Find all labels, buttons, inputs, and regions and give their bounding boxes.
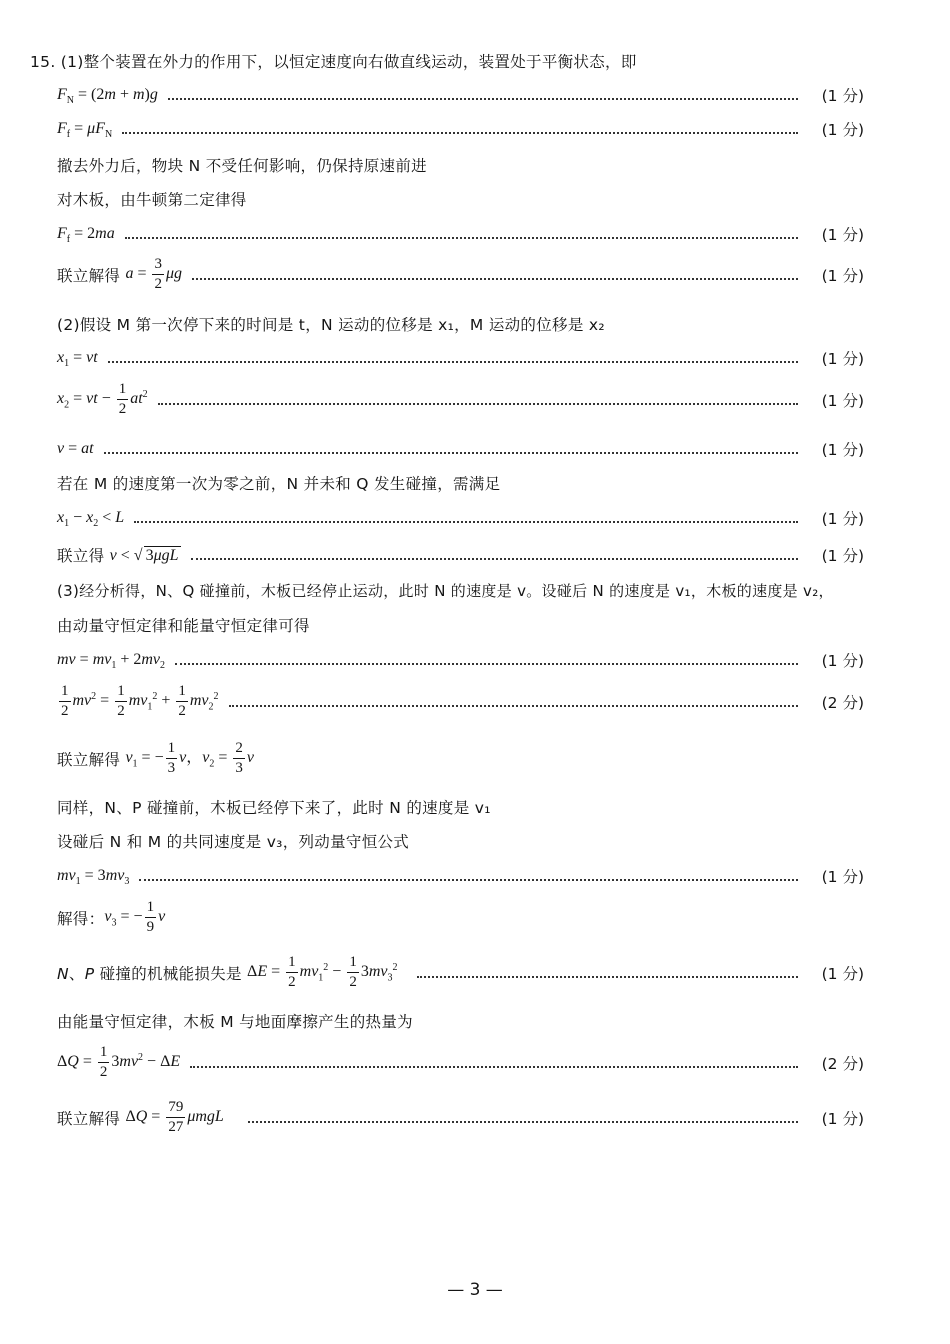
text-remove-force: 撤去外力后，物块 N 不受任何影响，仍保持原速前进 <box>57 157 427 175</box>
text-board-newton: 对木板，由牛顿第二定律得 <box>57 191 247 209</box>
eq-x2: $x_2$ = vt − $\frac{1}{2}$ $at^2$ (1 分) <box>57 381 864 417</box>
eq-normal-force: $F_N = (2m + m)g$ (1 分) <box>57 86 864 107</box>
eq-energy-loss: N、P 碰撞的机械能损失是 ΔE = $\frac{1}{2}$ $mv_1^2$ − $\frac{1}{2}$ $3mv_3^2$ (1 分) <box>57 954 864 990</box>
q15-part3-intro: (3)经分析得，N、Q 碰撞前，木板已经停止运动，此时 N 的速度是 v。设碰后 N 的速度是 v₁，木板的速度是 v₂， <box>57 582 834 600</box>
text-condition: 若在 M 的速度第一次为零之前，N 并未和 Q 发生碰撞，需满足 <box>57 475 501 493</box>
q15-part2-intro: (2)假设 M 第一次停下来的时间是 t，N 运动的位移是 x₁，M 运动的位移是 x₂ <box>57 316 605 334</box>
eq-x1: $x_1$ = vt (1 分) <box>57 349 864 370</box>
eq-momentum: mv = $mv_1 + 2mv_2$ (1 分) <box>57 651 864 672</box>
q15-part1-intro: 15. (1)整个装置在外力的作用下，以恒定速度向右做直线运动，装置处于平衡状态，即 <box>30 53 637 71</box>
text-common-velocity: 设碰后 N 和 M 的共同速度是 v₃，列动量守恒公式 <box>57 833 410 851</box>
eq-ff-2ma: $F_f = 2ma$ (1 分) <box>57 225 864 246</box>
eq-solve-v1-v2: 联立解得 $v_1$ = − $\frac{1}{3}$ v，$v_2$ = $\frac{2}{3}$ v <box>57 740 254 776</box>
text-conservation: 由动量守恒定律和能量守恒定律可得 <box>57 617 310 635</box>
eq-friction-force: $F_f = \mu F_N$ (1 分) <box>57 120 864 141</box>
text-heat: 由能量守恒定律，木板 M 与地面摩擦产生的热量为 <box>57 1013 413 1031</box>
page-number: — 3 — <box>447 1280 503 1300</box>
text-np-before: 同样，N、P 碰撞前，木板已经停下来了，此时 N 的速度是 v₁ <box>57 799 491 817</box>
eq-mv1-3mv3: $mv_1 = 3mv_3$ (1 分) <box>57 867 864 888</box>
eq-solve-q: 联立解得 ΔQ = $\frac{79}{27}$ μmgL (1 分) <box>57 1099 864 1135</box>
eq-inequality: $x_1 - x_2 < L$ (1 分) <box>57 509 864 530</box>
eq-solve-v: 联立得 v < √ 3μgL (1 分) <box>57 546 864 565</box>
eq-solve-a: 联立解得 a = $\frac{3}{2}$ μg (1 分) <box>57 256 864 292</box>
eq-energy: $\frac{1}{2}$ $mv^2$ = $\frac{1}{2}$ $mv_1^2$ + $\frac{1}{2}$ $mv_2^2$ (2 分) <box>61 683 864 719</box>
eq-delta-q: ΔQ = $\frac{1}{2}$ $3mv^2 - \Delta E$ (2 分) <box>57 1044 864 1080</box>
eq-v-at: v = at (1 分) <box>57 440 864 459</box>
eq-solve-v3: 解得： $v_3$ = − $\frac{1}{9}$ v <box>57 899 166 935</box>
